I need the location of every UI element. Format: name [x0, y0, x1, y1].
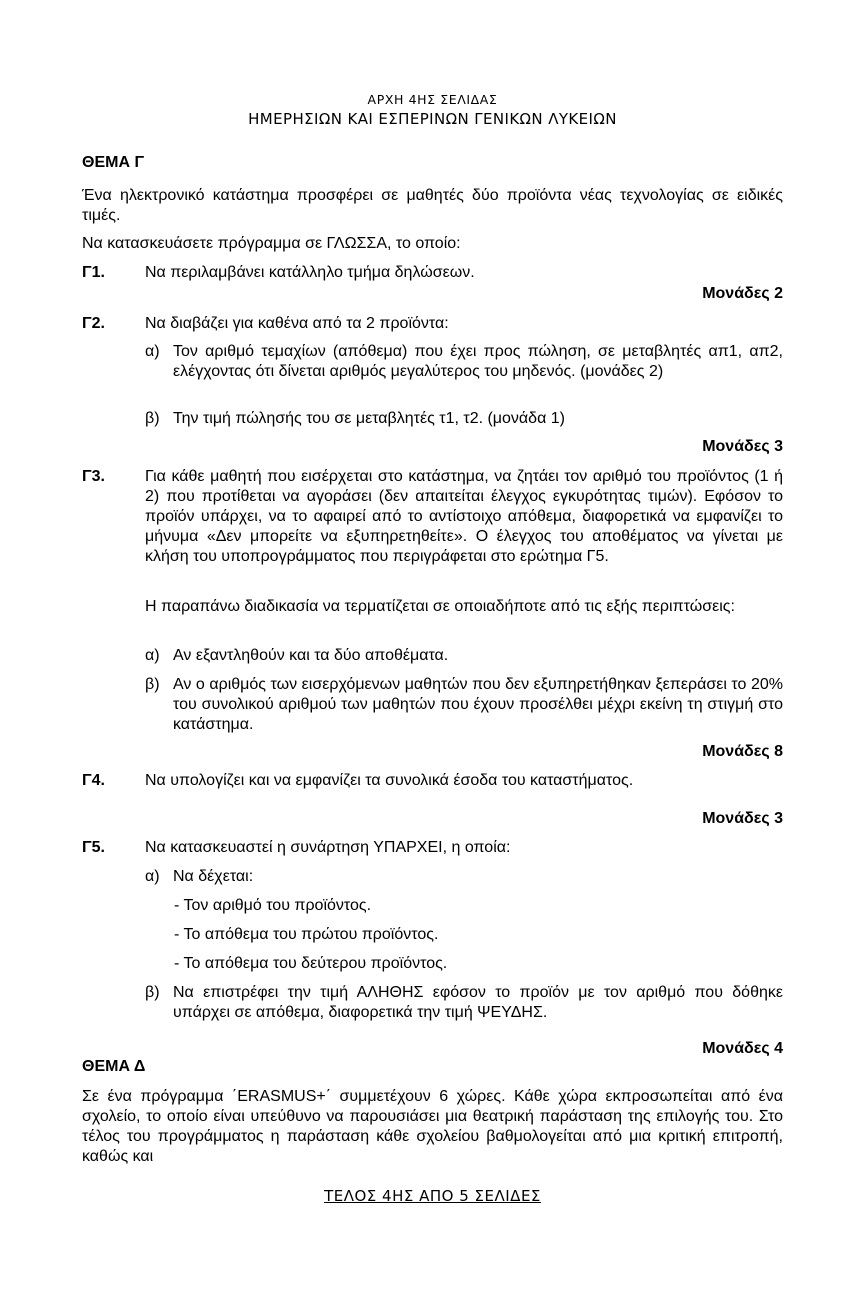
theme-g-instruction: Να κατασκευάσετε πρόγραμμα σε ΓΛΩΣΣΑ, το οποίο: [82, 235, 461, 252]
g1-number: Γ1. [82, 264, 105, 281]
g3-item-a-label: α) [145, 647, 160, 664]
g5-dash-1: - Τον αριθμό του προϊόντος. [174, 897, 372, 914]
g4-text: Να υπολογίζει και να εμφανίζει τα συνολικά έσοδα του καταστήματος. [145, 772, 634, 789]
g5-item-a-text: Να δέχεται: [173, 868, 254, 885]
g2-item-b-text: Την τιμή πώλησής του σε μεταβλητές τ1, τ2. (μονάδα 1) [173, 410, 565, 427]
g5-item-b-label: β) [145, 984, 160, 1001]
g4-marks: Μονάδες 3 [702, 810, 783, 827]
header-page-start: ΑΡΧΗ 4ΗΣ ΣΕΛΙΔΑΣ [367, 92, 498, 107]
g5-marks: Μονάδες 4 [702, 1040, 783, 1057]
g5-item-b-text: Να επιστρέφει την τιμή ΑΛΗΘΗΣ εφόσον το προϊόν με τον αριθμό που δόθηκε υπάρχει σε απόθεμα, διαφορετικά την τιμή ΨΕΥΔΗΣ. [173, 984, 783, 1021]
g4-number: Γ4. [82, 772, 105, 789]
g5-number: Γ5. [82, 839, 105, 856]
g3-number: Γ3. [82, 468, 105, 485]
g3-marks: Μονάδες 8 [702, 743, 783, 760]
g2-item-a-label: α) [145, 343, 160, 360]
header-school-type: ΗΜΕΡΗΣΙΩΝ ΚΑΙ ΕΣΠΕΡΙΝΩΝ ΓΕΝΙΚΩΝ ΛΥΚΕΙΩΝ [248, 110, 617, 128]
g2-marks: Μονάδες 3 [702, 438, 783, 455]
g3-item-b-text: Αν ο αριθμός των εισερχόμενων μαθητών που δεν εξυπηρετήθηκαν ξεπεράσει το 20% του συνολικού αριθμού των μαθητών που έχουν προσέλθει μέχρι εκείνη τη στιγμή στο κατάστημα. [173, 676, 783, 733]
g1-marks: Μονάδες 2 [702, 285, 783, 302]
theme-g-title: ΘΕΜΑ Γ [82, 154, 145, 171]
footer-page-end [0, 1187, 865, 1205]
g1-text: Να περιλαμβάνει κατάλληλο τμήμα δηλώσεων. [145, 264, 475, 281]
g3-text: Για κάθε μαθητή που εισέρχεται στο κατάστημα, να ζητάει τον αριθμό του προϊόντος (1 ή 2) που προτίθεται να αγοράσει (δεν απαιτείται έλεγχος εγκυρότητας τιμών). Εφόσον το προϊόν υπάρχει, να το αφαιρεί από το αντίστοιχο απόθεμα, διαφορετικά να εμφανίζει το μήνυμα «Δεν μπορείτε να εξυπηρετηθείτε». Ο έλεγχος του αποθέματος να γίνεται με κλήση του υποπρογράμματος που περιγράφεται στο ερώτημα Γ5. [145, 468, 783, 565]
g2-item-a-text: Τον αριθμό τεμαχίων (απόθεμα) που έχει προς πώληση, σε μεταβλητές απ1, απ2, ελέγχοντας ότι δίνεται αριθμός μεγαλύτερος του μηδενός. (μονάδες 2) [173, 343, 783, 380]
g2-number: Γ2. [82, 315, 105, 332]
theme-g-intro: Ένα ηλεκτρονικό κατάστημα προσφέρει σε μαθητές δύο προϊόντα νέας τεχνολογίας σε ειδικές τιμές. [82, 187, 783, 224]
g5-dash-2: - Το απόθεμα του πρώτου προϊόντος. [174, 926, 439, 943]
g2-text: Να διαβάζει για καθένα από τα 2 προϊόντα: [145, 315, 449, 332]
g2-item-b-label: β) [145, 410, 160, 427]
g3-item-b-label: β) [145, 676, 160, 693]
g3-text2: Η παραπάνω διαδικασία να τερματίζεται σε οποιαδήποτε από τις εξής περιπτώσεις: [145, 598, 735, 615]
theme-d-intro: Σε ένα πρόγραμμα ΄ERASMUS+΄ συμμετέχουν 6 χώρες. Κάθε χώρα εκπροσωπείται από ένα σχολείο, το οποίο είναι υπεύθυνο να παρουσιάσει μια θεατρική παράσταση της επιλογής του. Στο τέλος του προγράμματος η παράσταση κάθε σχολείου βαθμολογείται από μια κριτική επιτροπή, καθώς και [82, 1088, 783, 1165]
g5-dash-3: - Το απόθεμα του δεύτερου προϊόντος. [174, 955, 448, 972]
g3-item-a-text: Αν εξαντληθούν και τα δύο αποθέματα. [173, 647, 449, 664]
theme-d-title: ΘΕΜΑ Δ [82, 1058, 146, 1075]
g5-text: Να κατασκευαστεί η συνάρτηση ΥΠΑΡΧΕΙ, η οποία: [145, 839, 511, 856]
g5-item-a-label: α) [145, 868, 160, 885]
footer-text: ΤΕΛΟΣ 4ΗΣ ΑΠΟ 5 ΣΕΛΙΔΕΣ [324, 1187, 541, 1205]
